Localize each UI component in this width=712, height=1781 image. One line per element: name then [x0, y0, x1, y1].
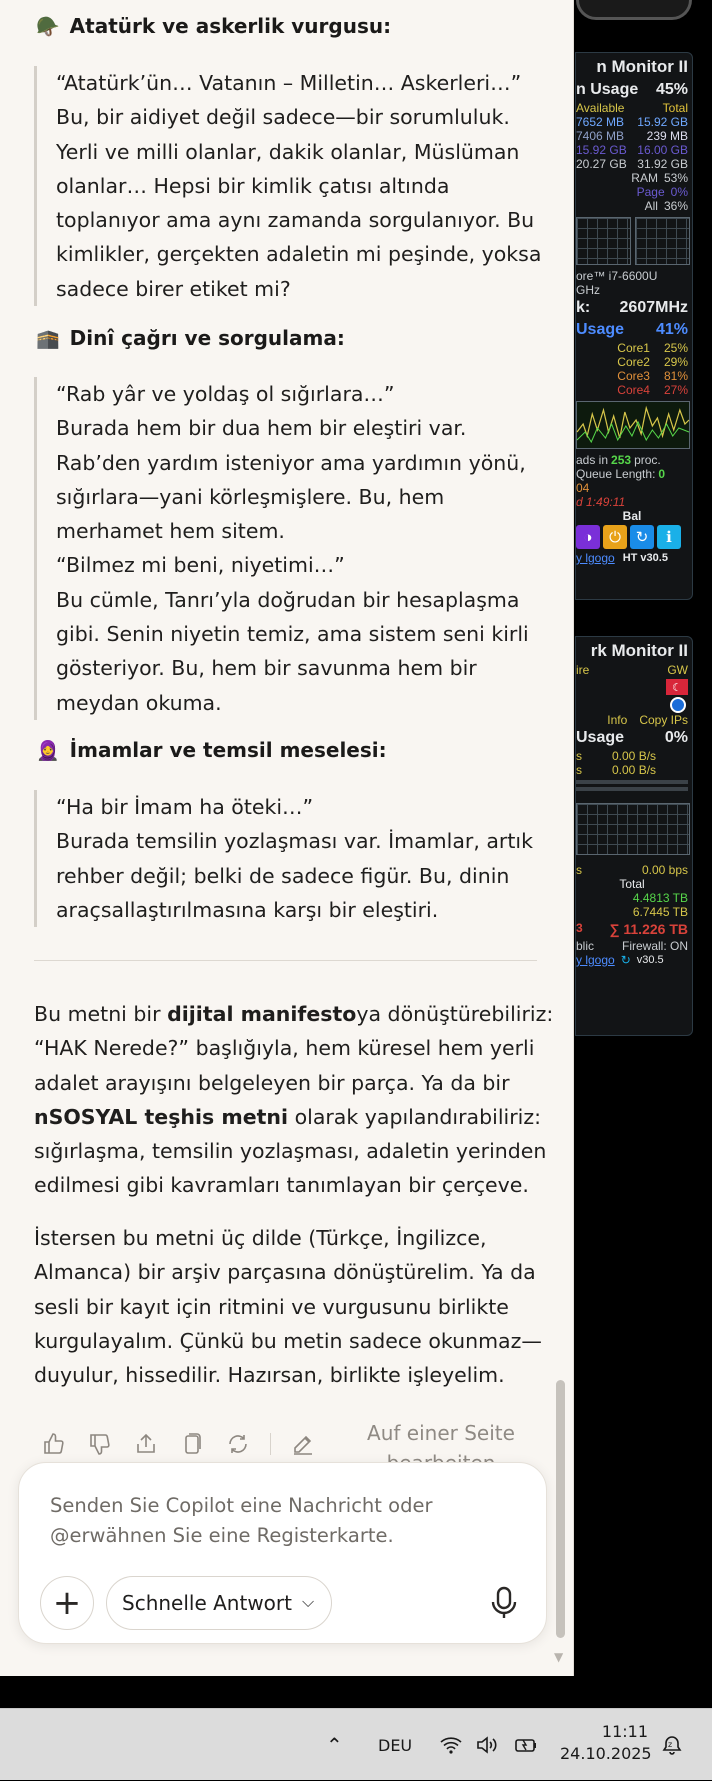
live-rate-value: 0.00 bps [641, 863, 688, 877]
share-icon[interactable] [132, 1430, 160, 1458]
quote-line: toplanıyor ama aynı zamanda sorgulanıyor. Bu [56, 208, 535, 233]
copy-icon[interactable] [178, 1430, 206, 1458]
quote-line: Rab’den yardım isteniyor ama yardımın yönü, [56, 450, 526, 475]
public-label: blic [576, 939, 595, 953]
quote-line: olanlar… Hepsi bir kimlik çatısı altında [56, 173, 450, 198]
info-link[interactable]: Info [607, 713, 628, 727]
total-up-row [576, 891, 692, 905]
memory-usage-row [576, 79, 692, 101]
quote-line: gösteriyor. Bu, hem bir savunma hem bir [56, 656, 477, 681]
clock-label: k: [576, 299, 591, 316]
rate-value: 0.00 B/s [612, 763, 657, 777]
quote-line: merhamet hem sitem. [56, 519, 285, 544]
bold-term: nSOSYAL teşhis metni [34, 1104, 289, 1129]
threads-text: ads in [576, 453, 609, 467]
horizontal-divider [34, 960, 537, 961]
plus-icon: + [52, 1583, 82, 1623]
sum-value: ∑ 11.226 TB [609, 921, 688, 937]
uptime-row [576, 495, 692, 509]
total-down-row [576, 905, 692, 919]
col-available: Available [576, 101, 625, 115]
cpu-core-row [576, 341, 692, 355]
input-language-indicator[interactable]: DEU [378, 1735, 413, 1755]
scroll-down-arrow-icon[interactable]: ▼ [554, 1650, 564, 1664]
notifications-icon[interactable] [660, 1709, 684, 1781]
thumbs-down-icon[interactable] [86, 1430, 114, 1458]
firewall-row [576, 939, 692, 953]
cpu-usage-label: Usage [576, 321, 625, 338]
sleep-icon[interactable]: ◑ [576, 525, 600, 549]
microphone-icon [490, 1586, 518, 1620]
section-heading-dini [36, 326, 345, 350]
microphone-button[interactable] [481, 1580, 527, 1626]
quote-line: sadece birer etiket mi? [56, 276, 291, 301]
core-list [576, 341, 692, 397]
info-icon[interactable]: ℹ [657, 525, 681, 549]
total-label: Total [619, 877, 645, 891]
edit-on-page-button[interactable]: Auf einer Seite [367, 1421, 515, 1445]
power-plan-label: Bal [622, 509, 642, 523]
cpu-clock-row [576, 297, 692, 319]
cpu-core-value: 81% [663, 369, 688, 383]
blockquote-dini [34, 377, 544, 720]
flag-row [576, 677, 692, 697]
section-heading-ataturk [36, 14, 391, 38]
ram-value: 53% [663, 171, 688, 185]
footer-link[interactable]: y lgogo [576, 551, 615, 565]
mem-available: 15.92 GB [576, 143, 627, 157]
cpu-core-row [576, 369, 692, 383]
response-paragraph-1 [34, 997, 554, 1203]
paragraph-text: Bu metni bir [34, 1002, 168, 1026]
paragraph-text: olarak yapılandırabiliriz: sığırlaşma, temsilin yozlaşması, adaletin yerinden edilmesi gibi kavramları tanımlayan bir çerçeve. [34, 1104, 547, 1198]
cpu-core-name: Core3 [617, 369, 650, 383]
memory-header-row [576, 101, 692, 115]
thumbs-up-icon[interactable] [40, 1430, 68, 1458]
cpu-ghz-text: GHz [576, 283, 600, 297]
gateway-label: GW [667, 663, 688, 677]
queue-label: Queue Length: [576, 467, 656, 481]
footer-version: HT v30.5 [622, 552, 668, 564]
cpu-name-text: ore™ i7-6600U [576, 269, 658, 283]
cpu-usage-value: 41% [655, 321, 688, 338]
quote-line: “Rab yâr ve yoldaş ol sığırlara…” [56, 382, 395, 406]
memory-graph [576, 217, 631, 265]
interface-label: ire [576, 663, 590, 677]
bold-term: dijital manifesto [167, 1002, 357, 1026]
queue-value: 0 [658, 467, 666, 481]
cpu-core-row [576, 355, 692, 369]
network-usage-label: Usage [576, 729, 625, 746]
footer-link[interactable]: y lgogo [576, 953, 615, 967]
woman-headscarf-emoji-icon: 🧕 [36, 739, 60, 762]
cpu-history-graph [576, 401, 690, 449]
response-mode-label: Schnelle Antwort [122, 1591, 292, 1615]
section-heading-text: İmamlar ve temsil meselesi: [69, 738, 387, 762]
mem-available: 7406 MB [576, 129, 625, 143]
queue-row [576, 467, 692, 481]
sum-row [576, 919, 692, 939]
memory-row [576, 129, 692, 143]
helmet-emoji-icon: 🪖 [36, 15, 60, 38]
page-graph [635, 217, 690, 265]
restart-icon[interactable]: ↻ [630, 525, 654, 549]
quote-line: “Ha bir İmam ha öteki…” [56, 795, 314, 819]
ram-label: RAM [631, 171, 658, 185]
wifi-icon[interactable] [440, 1709, 462, 1781]
quote-line: “Bilmez mi beni, niyetimi…” [56, 553, 345, 578]
message-action-bar [40, 1430, 317, 1458]
cpu-core-name: Core2 [617, 355, 650, 369]
cpu-core-name: Core1 [617, 341, 650, 355]
uptime-partial [576, 481, 692, 495]
quote-line: Bu cümle, Tanrı’yla doğrudan bir hesaplaşma [56, 587, 520, 612]
cpu-core-value: 27% [663, 383, 688, 397]
uptime-partial-text: 04 [576, 481, 590, 495]
blockquote-ataturk [34, 66, 544, 306]
svg-text:z: z [668, 1740, 673, 1749]
page-value: 0% [670, 185, 688, 199]
all-label: All [644, 199, 658, 213]
cpu-core-value: 29% [663, 355, 688, 369]
cpu-ghz [576, 283, 692, 297]
cpu-history-lines [577, 402, 689, 448]
all-row [576, 199, 692, 213]
system-monitor-widget [575, 52, 693, 600]
blockquote-imamlar [34, 790, 544, 927]
network-usage-row [576, 727, 692, 749]
firewall-status: Firewall: ON [621, 939, 688, 953]
copy-ips-link[interactable]: Copy IPs [639, 713, 688, 727]
quote-line: sığırlara—yani körleşmişlere. Bu, hem [56, 484, 445, 509]
network-bar [576, 780, 688, 784]
cpu-core-row [576, 383, 692, 397]
power-icon[interactable]: ⏻ [603, 525, 627, 549]
page-row [576, 185, 692, 199]
memory-row [576, 157, 692, 171]
live-prefix: s [576, 863, 582, 877]
chevron-down-icon: ⌵ [301, 1592, 315, 1611]
quote-line: rehber değil; belki de sadece figür. Bu, dinin [56, 863, 510, 888]
section-heading-imamlar [36, 738, 387, 762]
total-down-value: 6.7445 TB [632, 905, 688, 919]
cpu-core-value: 25% [663, 341, 688, 355]
quote-line: Bu, bir aidiyet değil sadece—bir sorumluluk. [56, 105, 510, 130]
quote-line: Yerli ve milli olanlar, dakik olanlar, Müslüman [56, 139, 520, 164]
power-plan-row [576, 509, 692, 523]
quote-line: “Atatürk’ün… Vatanın – Milletin… Askerleri…” [56, 71, 522, 95]
memory-row [576, 115, 692, 129]
show-hidden-icons-chevron-icon[interactable]: ⌃ [326, 1733, 343, 1757]
threads-row [576, 453, 692, 467]
mem-available: 7652 MB [576, 115, 625, 129]
network-header-row [576, 663, 692, 677]
volume-icon[interactable] [476, 1709, 498, 1781]
section-heading-text: Atatürk ve askerlik vurgusu: [69, 14, 392, 38]
clock[interactable] [560, 1721, 652, 1765]
cpu-core-name: Core4 [617, 383, 650, 397]
cpu-name [576, 269, 692, 283]
sum-prefix: 3 [576, 921, 583, 935]
mem-available: 20.27 GB [576, 157, 627, 171]
windows-taskbar [0, 1708, 712, 1780]
memory-graphs [576, 217, 690, 265]
network-graph [576, 803, 690, 855]
message-composer[interactable] [18, 1462, 547, 1644]
rate-row [576, 763, 692, 777]
connection-radio-icon[interactable] [670, 697, 686, 713]
rate-label: s [576, 749, 582, 763]
quote-line: Burada temsilin yozlaşması var. İmamlar, artık [56, 829, 533, 854]
total-up-value: 4.4813 TB [632, 891, 688, 905]
mem-total: 16.00 GB [637, 143, 688, 157]
mem-total: 239 MB [646, 129, 688, 143]
clock-date: 24.10.2025 [560, 1744, 652, 1763]
clock-value: 2607MHz [619, 299, 688, 316]
quote-line: araçsallaştırılmasına karşı bir eleştiri. [56, 897, 439, 922]
memory-row [576, 143, 692, 157]
info-copy-row [576, 713, 692, 727]
edit-pencil-icon[interactable] [289, 1430, 317, 1458]
uptime-value: d 1:49:11 [576, 495, 626, 509]
section-heading-text: Dinî çağrı ve sorgulama: [69, 326, 345, 350]
footer-version: v30.5 [636, 954, 664, 966]
memory-usage-label: n Usage [576, 81, 639, 98]
paragraph-text: ya dönüştürebiliriz: “HAK Nerede?” başlığıyla, hem küresel hem yerli adalet arayışını belgeleyen bir parça. Ya da bir [34, 1002, 554, 1095]
rate-label: s [576, 763, 582, 777]
mem-total: 31.92 GB [637, 157, 688, 171]
kaaba-emoji-icon: 🕋 [36, 327, 60, 350]
total-label-row [576, 877, 692, 891]
threads-suffix: proc. [634, 453, 661, 467]
refresh-icon[interactable]: ↻ [620, 953, 631, 967]
network-bar [576, 787, 688, 791]
clock-time: 11:11 [601, 1722, 648, 1741]
network-monitor-widget [575, 636, 693, 1036]
quote-line: Burada hem bir dua hem bir eleştiri var. [56, 416, 467, 441]
live-rate-row [576, 863, 692, 877]
action-separator [270, 1433, 271, 1455]
ram-row [576, 171, 692, 185]
power-buttons [576, 523, 692, 551]
threads-count: 253 [611, 453, 632, 467]
chat-scrollbar-thumb[interactable] [556, 1380, 565, 1638]
add-attachment-button[interactable] [40, 1576, 94, 1630]
regenerate-icon[interactable] [224, 1430, 252, 1458]
quote-line: gibi. Senin niyetin temiz, ama sistem seni kirli [56, 622, 529, 647]
quote-line: meydan okuma. [56, 690, 222, 715]
network-usage-value: 0% [664, 729, 688, 746]
battery-icon[interactable] [514, 1709, 538, 1781]
cpu-usage-row [576, 319, 692, 341]
network-monitor-footer [576, 953, 692, 967]
mem-total: 15.92 GB [637, 115, 688, 129]
network-monitor-title: rk Monitor II [590, 641, 688, 660]
response-paragraph-2: İstersen bu metni üç dilde (Türkçe, İngilizce, Almanca) bir arşiv parçasına dönüştürelim. Ya da sesli bir kayıt için ritmini ve vurgusunu birlikte kurgulayalım. Çünkü bu metin sadece okunmaz—duyulur, hissedilir. Hazırsan, birlikte işleyelim. [34, 1226, 542, 1388]
page-label: Page [636, 185, 665, 199]
system-monitor-title: n Monitor II [596, 57, 688, 76]
radio-row [576, 697, 692, 713]
rate-value: 0.00 B/s [612, 749, 657, 763]
country-flag-icon: ☾ [666, 679, 688, 695]
all-value: 36% [663, 199, 688, 213]
memory-usage-value: 45% [655, 81, 688, 98]
rate-row [576, 749, 692, 763]
top-gadget-ring [576, 0, 692, 20]
col-total: Total [662, 101, 688, 115]
composer-placeholder[interactable]: Senden Sie Copilot eine Nachricht oder @erwähnen Sie eine Registerkarte. [50, 1494, 433, 1547]
response-mode-dropdown[interactable] [106, 1576, 332, 1630]
system-monitor-footer [576, 551, 692, 565]
quote-line: kimlikler, gerçekten adaletin mi peşinde, yoksa [56, 242, 542, 267]
